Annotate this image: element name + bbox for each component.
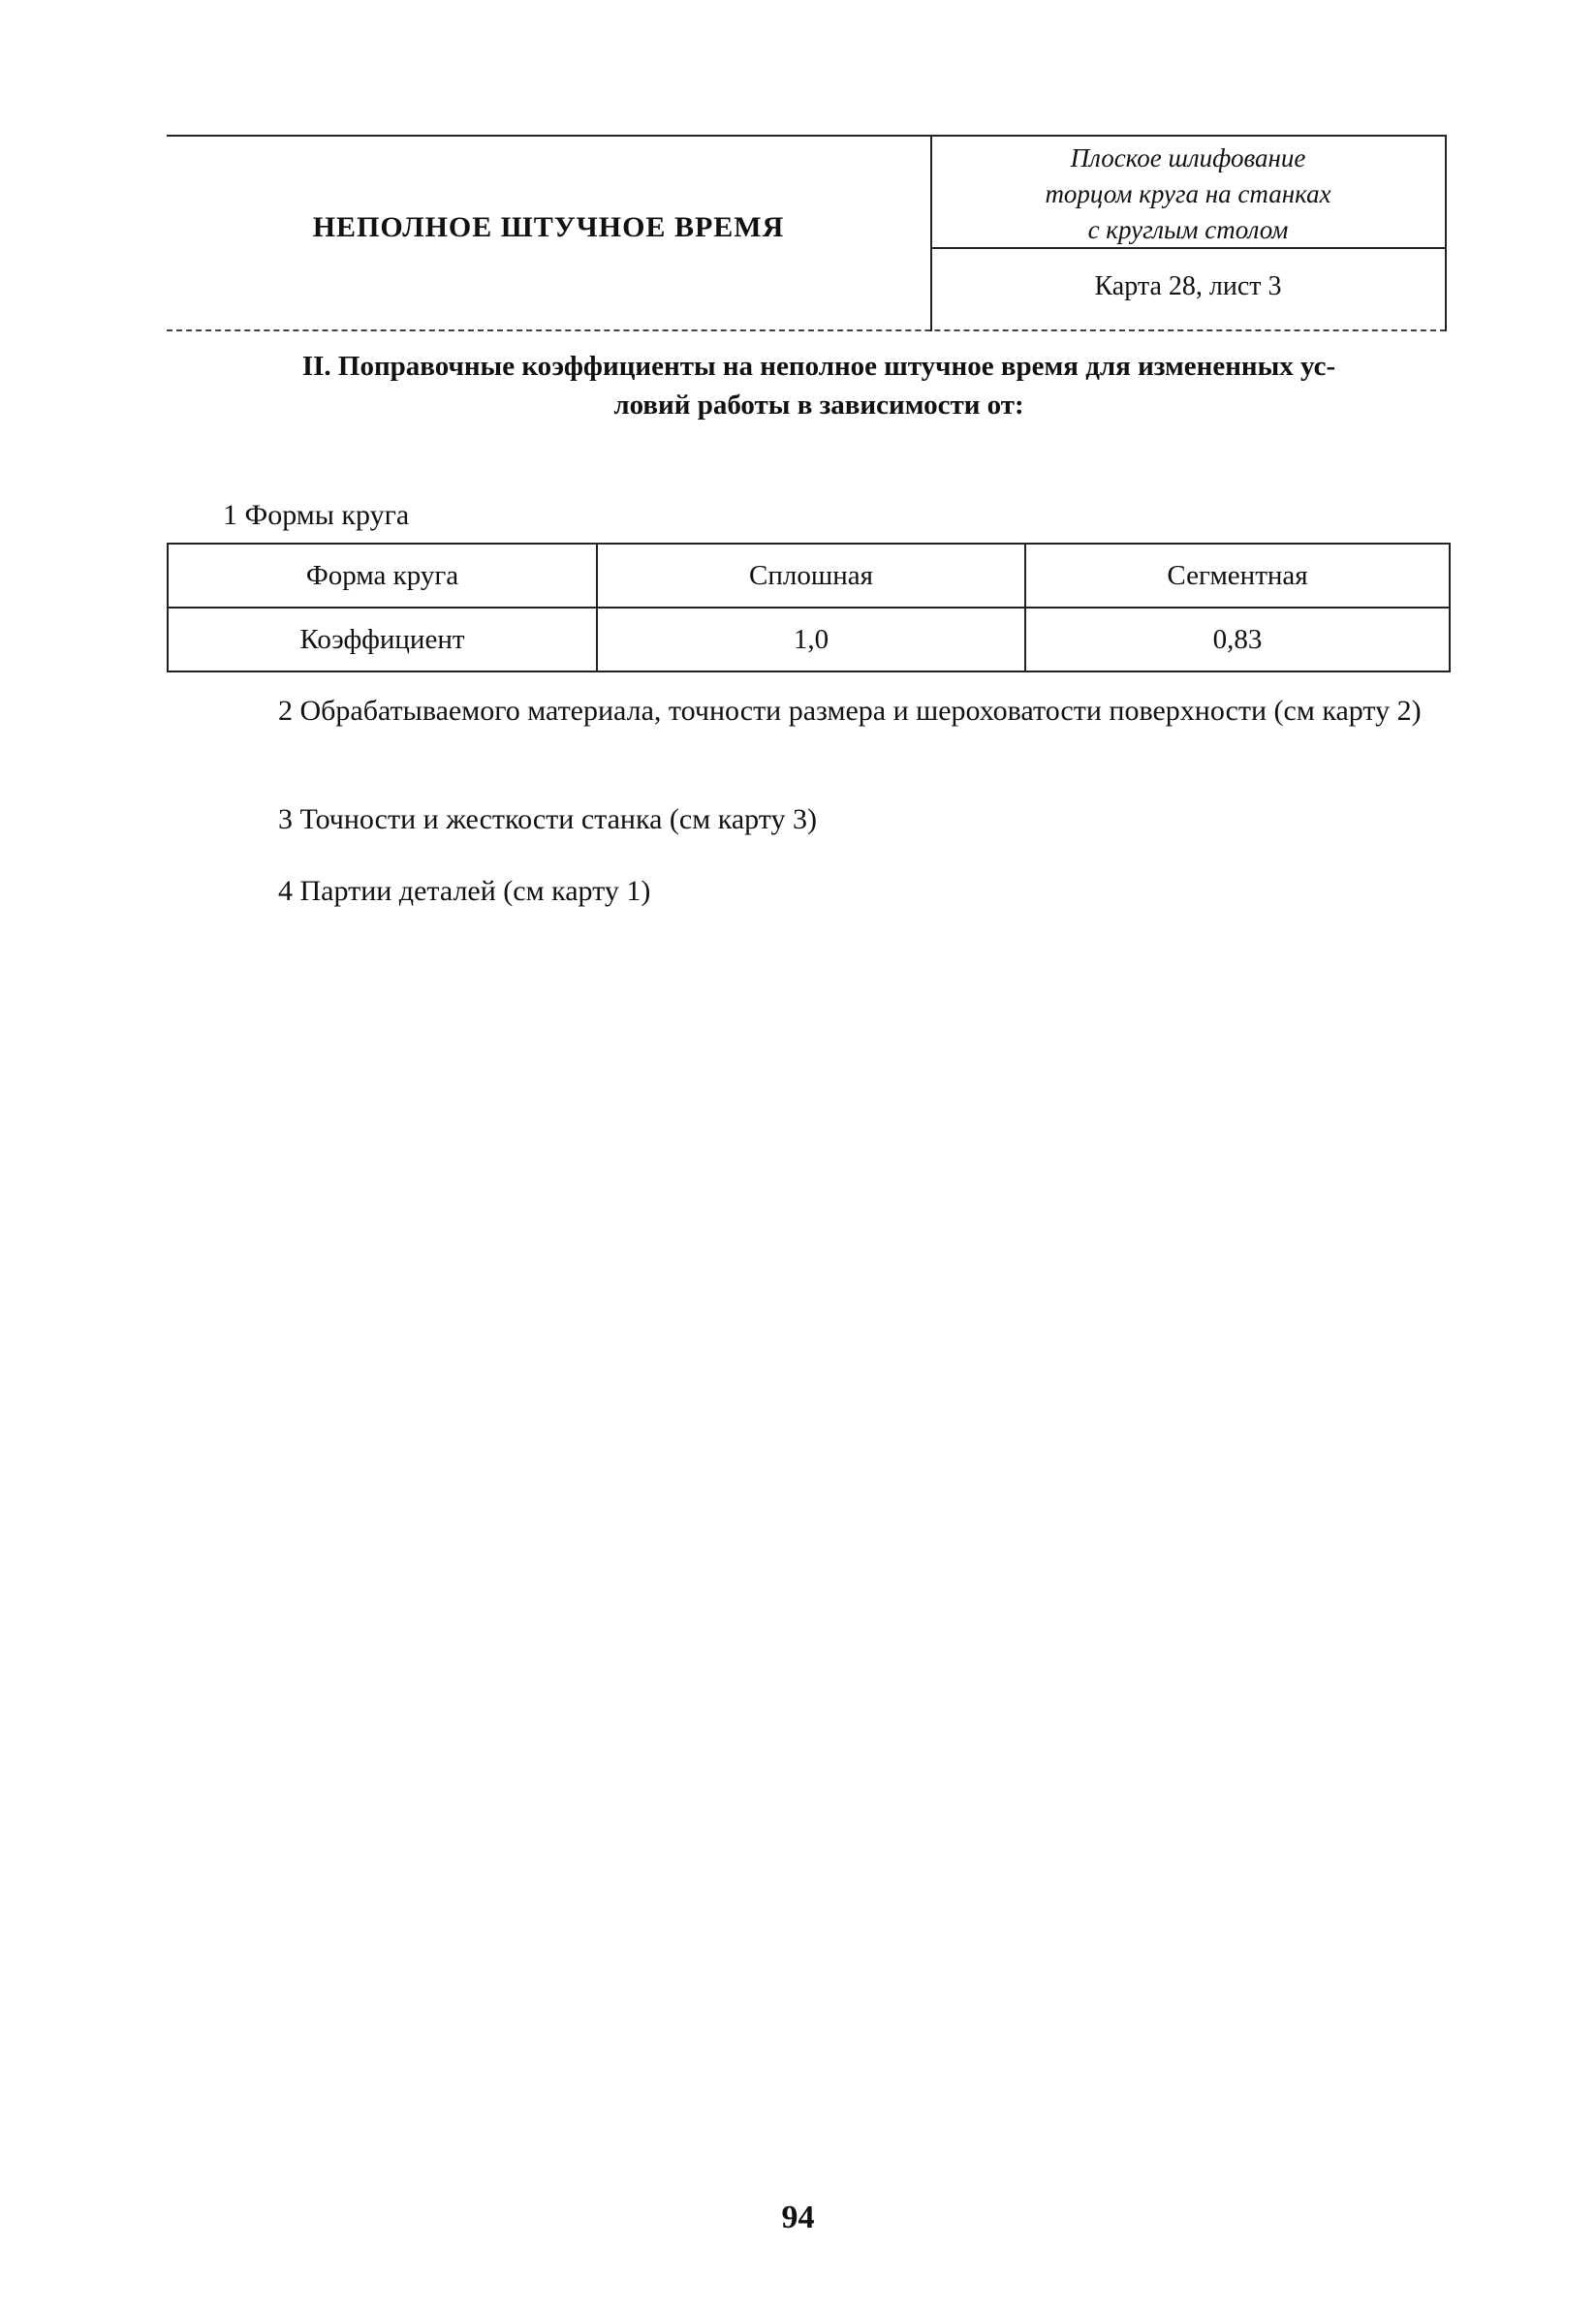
subject-line-3: с круглым столом	[1087, 215, 1289, 244]
table-row	[168, 608, 1450, 671]
subject-line-2: торцом круга на станках	[1045, 179, 1331, 208]
table-cell: Коэффициент	[168, 608, 597, 671]
section-heading-line-1: II. Поправочные коэффициенты на неполное штучное время для измененных ус-	[301, 351, 1336, 382]
table-header-row	[168, 544, 1450, 608]
table-header-cell: Сегментная	[1025, 544, 1450, 608]
header-bottom-rule	[167, 329, 1446, 331]
card-sheet-label: Карта 28, лист 3	[1094, 271, 1282, 301]
document-title: НЕПОЛНОЕ ШТУЧНОЕ ВРЕМЯ	[312, 211, 785, 243]
header-top-rule	[167, 135, 1446, 137]
subject-line-1: Плоское шлифование	[1070, 143, 1306, 172]
table-cell: 0,83	[1025, 608, 1450, 671]
operation-subject	[932, 140, 1444, 248]
header-right-border	[1445, 135, 1447, 331]
item-4-text: 4 Партии деталей (см карту 1)	[278, 875, 651, 907]
item-3-text: 3 Точности и жесткости станка (см карту 3)	[278, 803, 817, 835]
section-heading	[194, 347, 1444, 424]
page-number: 94	[781, 2200, 815, 2235]
item-1-label: 1 Формы круга	[223, 499, 410, 531]
table-header-cell: Форма круга	[168, 544, 597, 608]
table-cell: 1,0	[597, 608, 1025, 671]
table-header-cell: Сплошная	[597, 544, 1025, 608]
item-2-text: 2 Обрабатываемого материала, точности размера и шероховатости поверхности (см карту 2)	[278, 695, 1422, 727]
section-heading-line-2: ловий работы в зависимости от:	[613, 390, 1024, 421]
wheel-form-table	[167, 543, 1451, 672]
